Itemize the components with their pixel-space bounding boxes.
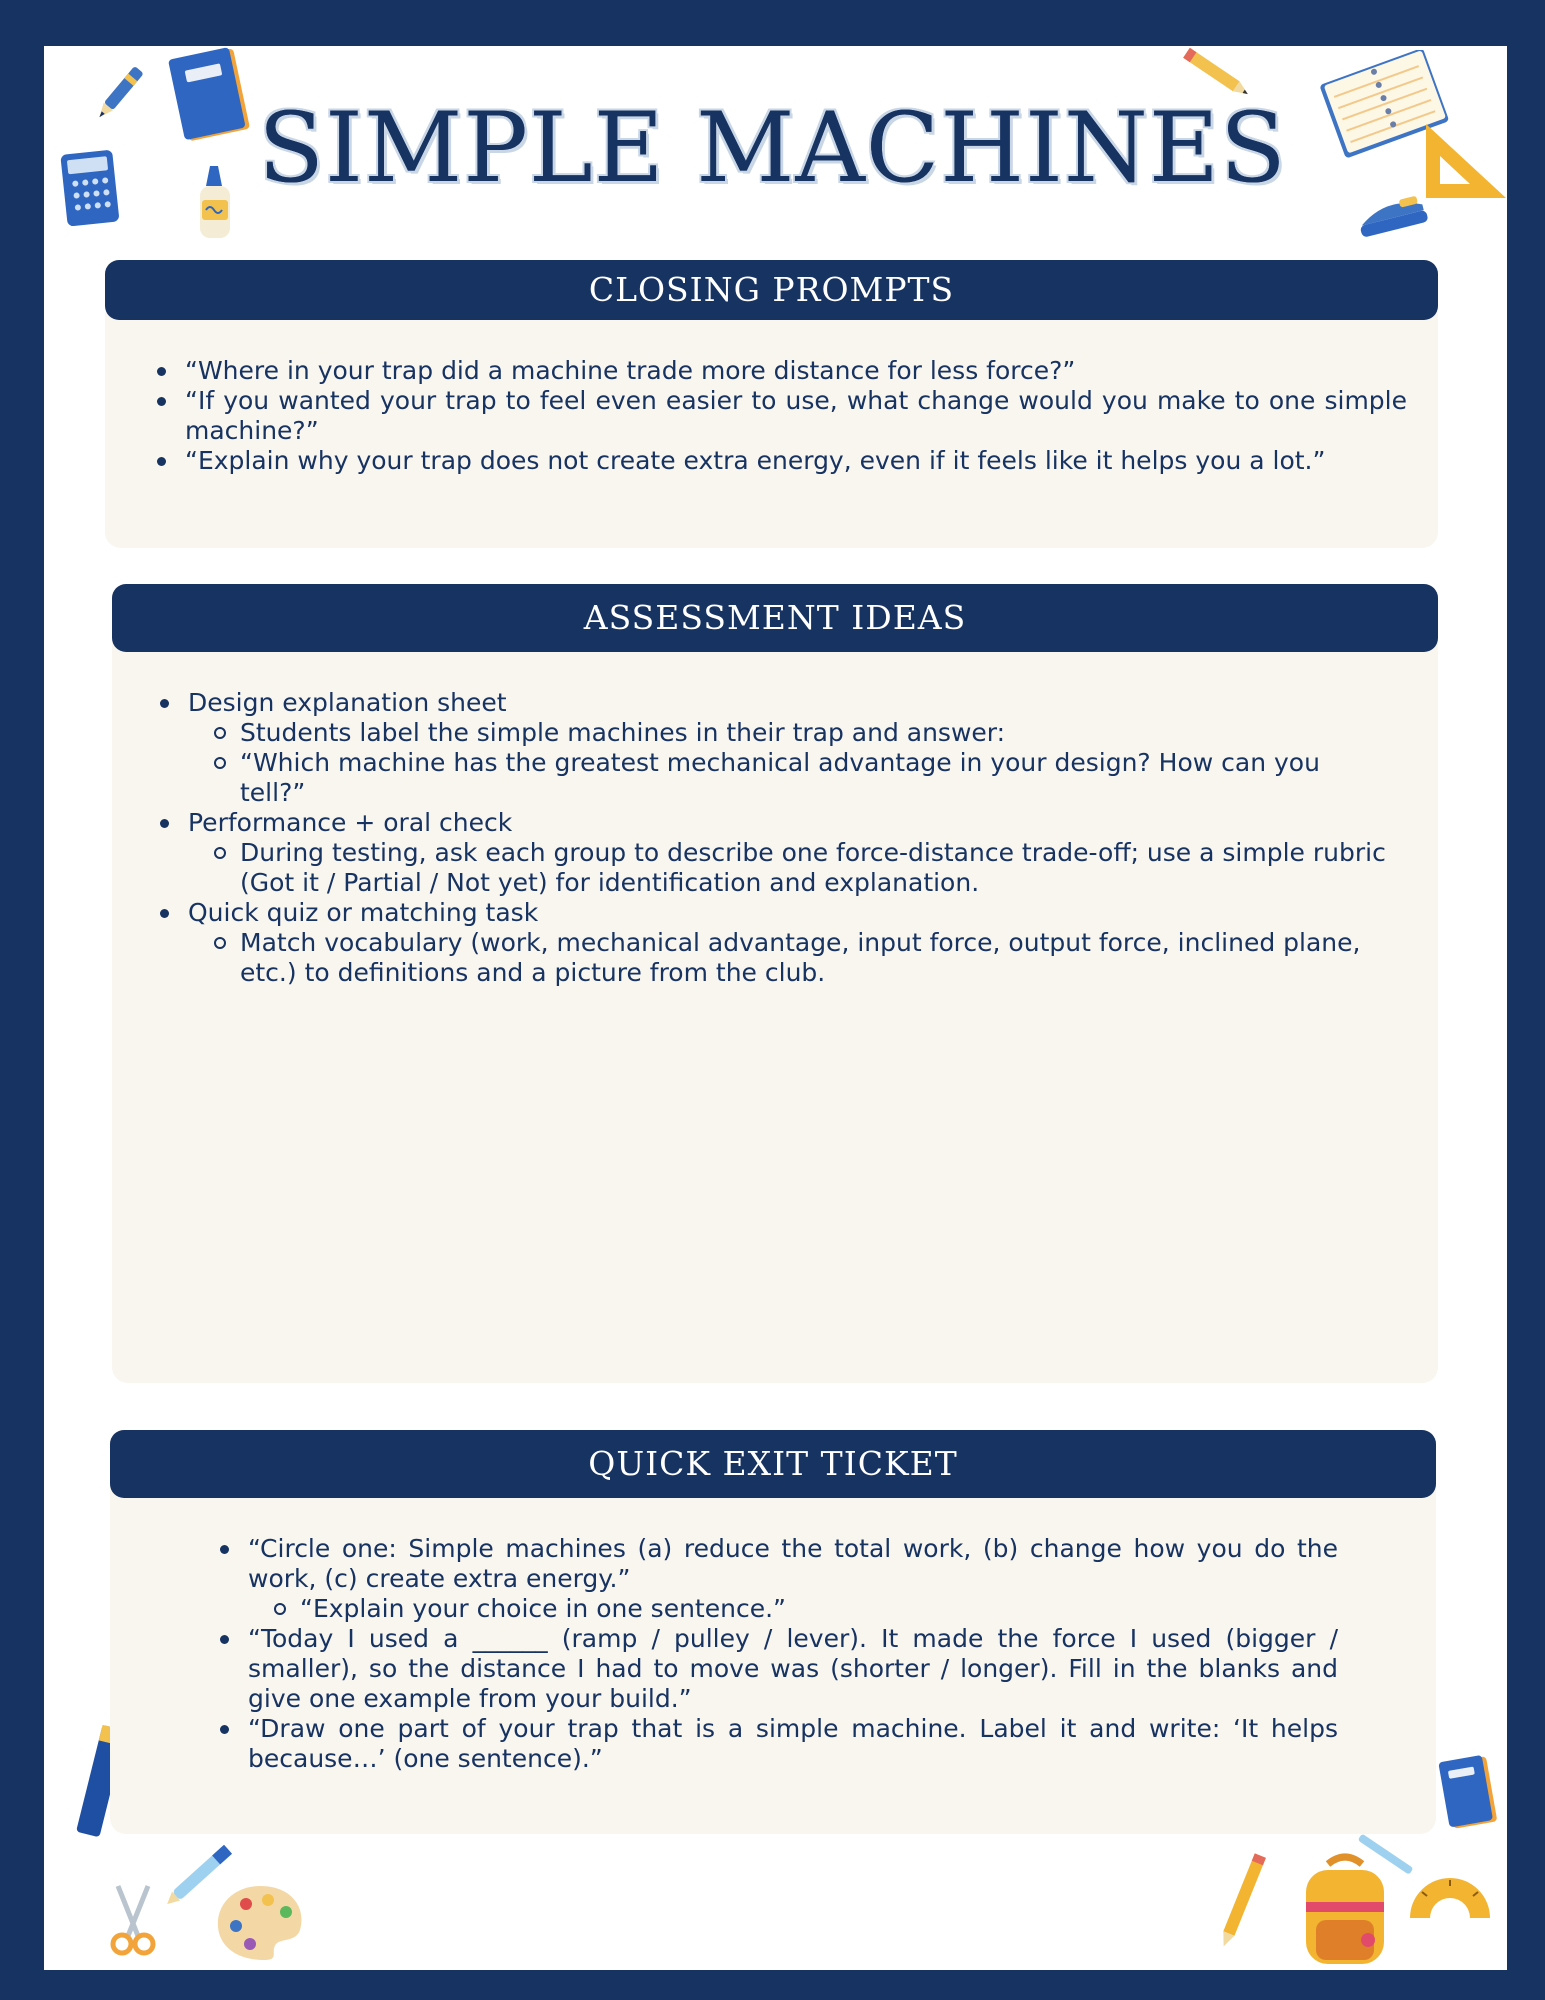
exit-ticket-heading: QUICK EXIT TICKET bbox=[110, 1430, 1436, 1498]
page-title: SIMPLE MACHINES bbox=[258, 92, 1287, 204]
list-item-text: “Draw one part of your trap that is a simple machine. Label it and write: ‘It helps because…’ (one sentence).” bbox=[248, 1714, 1338, 1773]
list-item-text: Performance + oral check bbox=[188, 808, 513, 837]
sub-list-item: Students label the simple machines in their trap and answer: bbox=[240, 718, 1388, 748]
list-item-text: “Circle one: Simple machines (a) reduce the total work, (b) change how you do the work, (c) create extra energy.” bbox=[248, 1534, 1338, 1593]
list-item-text: “Today I used a ______ (ramp / pulley / lever). It made the force I used (bigger / smaller), so the distance I had to move was (shorter / longer). Fill in the blanks and give one example from your build.” bbox=[248, 1624, 1338, 1713]
list-item bbox=[248, 1624, 1338, 1714]
pencil-icon bbox=[1212, 1846, 1272, 1956]
list-item-text: Design explanation sheet bbox=[188, 688, 507, 717]
sub-list-item: Match vocabulary (work, mechanical advantage, input force, output force, inclined plane, etc.) to definitions and a picture from the club. bbox=[240, 928, 1388, 988]
sub-list bbox=[188, 928, 1388, 988]
sub-list bbox=[188, 838, 1388, 898]
list-item: “Explain why your trap does not create extra energy, even if it feels like it helps you a lot.” bbox=[185, 446, 1407, 476]
paint-palette-icon bbox=[210, 1880, 310, 1964]
list-item bbox=[188, 688, 1388, 808]
exit-ticket-section bbox=[110, 1430, 1436, 1834]
sub-list-item: During testing, ask each group to describe one force-distance trade-off; use a simple rubric (Got it / Partial / Not yet) for identification and explanation. bbox=[240, 838, 1388, 898]
list-item: “If you wanted your trap to feel even easier to use, what change would you make to one simple machine?” bbox=[185, 386, 1407, 445]
list-item: “Where in your trap did a machine trade more distance for less force?” bbox=[185, 356, 1407, 386]
closing-prompts-heading: CLOSING PROMPTS bbox=[105, 260, 1438, 320]
list-item bbox=[188, 808, 1388, 898]
list-item bbox=[248, 1714, 1338, 1774]
sub-list bbox=[248, 1594, 1338, 1624]
assessment-ideas-heading: ASSESSMENT IDEAS bbox=[112, 584, 1438, 652]
sub-list bbox=[188, 718, 1388, 808]
list-item-text: Quick quiz or matching task bbox=[188, 898, 539, 927]
closing-prompts-section bbox=[105, 260, 1438, 548]
pen-icon bbox=[1350, 1830, 1420, 1880]
assessment-ideas-list bbox=[188, 688, 1388, 988]
list-item bbox=[188, 898, 1388, 988]
assessment-ideas-section bbox=[112, 584, 1438, 1383]
exit-ticket-list bbox=[248, 1534, 1338, 1774]
sub-list-item: “Which machine has the greatest mechanical advantage in your design? How can you tell?” bbox=[240, 748, 1388, 808]
book-icon bbox=[1432, 1750, 1502, 1836]
list-item bbox=[248, 1534, 1338, 1624]
scissors-icon bbox=[98, 1880, 168, 1960]
closing-prompts-list bbox=[185, 356, 1407, 476]
sub-list-item: “Explain your choice in one sentence.” bbox=[300, 1594, 1338, 1624]
